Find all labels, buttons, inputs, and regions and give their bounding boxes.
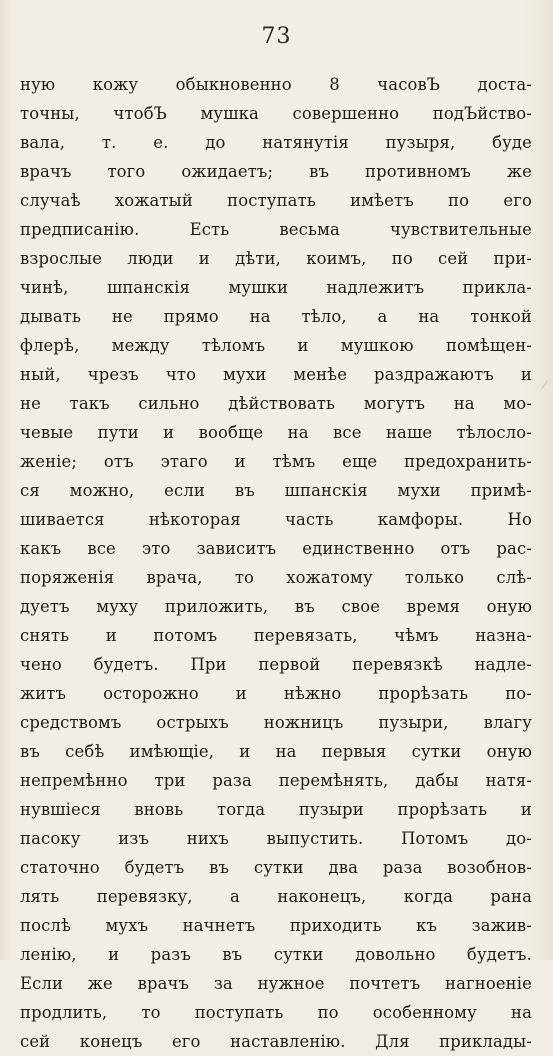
text-line: вала, т. е. до натянутія пузыря, буде: [20, 133, 532, 152]
text-line: ный, чрезъ что мухи менѣе раздражаютъ и: [20, 365, 532, 384]
text-line: взрослые люди и дѣти, коимъ, по сей при-: [20, 249, 532, 268]
text-line: предписанію. Есть весьма чувствительные: [20, 220, 532, 239]
text-line: статочно будетъ въ сутки два раза возобнов-: [20, 858, 532, 877]
text-line: случаѣ хожатый поступать имѣетъ по его: [20, 191, 532, 210]
text-line: непремѣнно три раза перемѣнять, дабы натя-: [20, 771, 532, 790]
text-line: ную кожу обыкновенно 8 часовЪ доста-: [20, 75, 532, 94]
text-line: сей конецъ его наставленію. Для приклады-: [20, 1032, 532, 1051]
text-line: пасоку изъ нихъ выпустить. Потомъ до-: [20, 829, 532, 848]
text-line: чевые пути и вообще на все наше тѣлосло-: [20, 423, 532, 442]
body-text: [20, 70, 532, 1056]
text-line: женіе; отъ этаго и тѣмъ еще предохранить-: [20, 452, 532, 471]
text-line: точны, чтобЪ мушка совершенно подЪйство-: [20, 104, 532, 123]
text-line: не такъ сильно дѣйствовать могутъ на мо-: [20, 394, 532, 413]
page-number: 73: [261, 24, 292, 49]
text-line: поряженія врача, то хожатому только слѣ-: [20, 568, 532, 587]
text-line: Если же врачъ за нужное почтетъ нагноеніе: [20, 974, 532, 993]
text-line: въ себѣ имѣющіе, и на первыя сутки оную: [20, 742, 532, 761]
text-line: какъ все это зависитъ единственно отъ рас-: [20, 539, 532, 558]
text-line: средствомъ острыхъ ножницъ пузыри, влагу: [20, 713, 532, 732]
text-line: продлить, то поступать по особенному на: [20, 1003, 532, 1022]
text-line: послѣ мухъ начнетъ приходить къ зажив-: [20, 916, 532, 935]
text-line: шивается нѣкоторая часть камфоры. Но: [20, 510, 532, 529]
paper-mark: [541, 381, 548, 390]
text-line: ленію, и разъ въ сутки довольно будетъ.: [20, 945, 532, 964]
text-line: дуетъ муху приложить, въ свое время оную: [20, 597, 532, 616]
text-line: врачъ того ожидаетъ; въ противномъ же: [20, 162, 532, 181]
text-line: лять перевязку, а наконецъ, когда рана: [20, 887, 532, 906]
text-line: снять и потомъ перевязать, чѣмъ назна-: [20, 626, 532, 645]
text-line: чинѣ, шпанскія мушки надлежитъ прикла-: [20, 278, 532, 297]
text-line: нувшіеся вновь тогда пузыри прорѣзать и: [20, 800, 532, 819]
text-line: чено будетъ. При первой перевязкѣ надле-: [20, 655, 532, 674]
text-line: флерѣ, между тѣломъ и мушкою помѣщен-: [20, 336, 532, 355]
text-line: житъ осторожно и нѣжно прорѣзать по-: [20, 684, 532, 703]
text-line: ся можно, если въ шпанскія мухи примѣ-: [20, 481, 532, 500]
text-line: дывать не прямо на тѣло, а на тонкой: [20, 307, 532, 326]
